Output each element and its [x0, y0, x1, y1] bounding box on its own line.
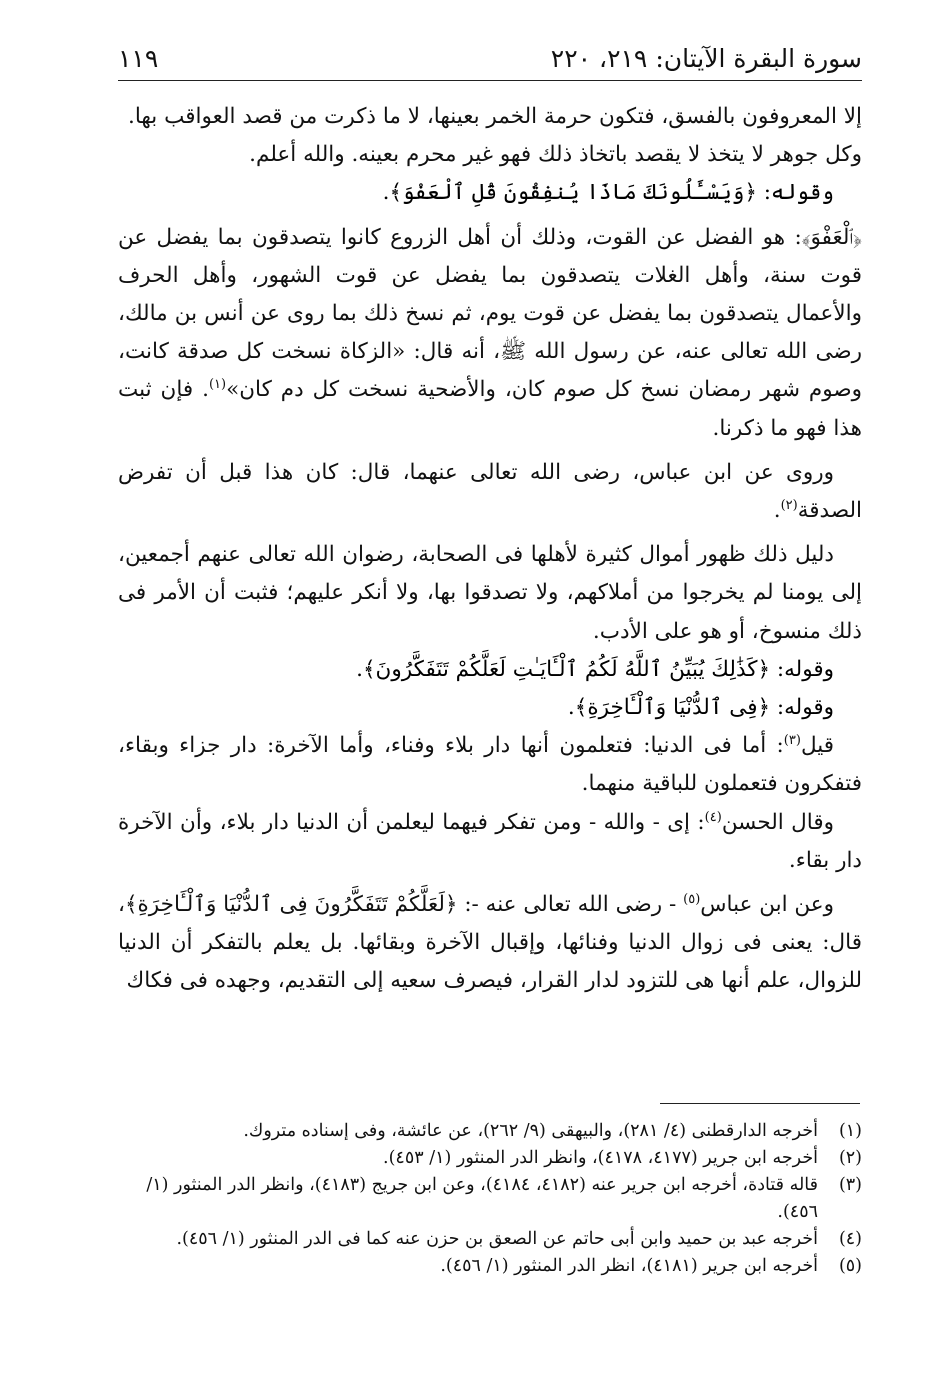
- footnote-ref: (٥): [683, 891, 701, 907]
- footnote: [118, 1253, 862, 1280]
- paragraph-text: : إى - والله - ومن تفكر فيهما ليعلمن أن الدنيا دار بلاء، وأن الآخرة دار بقاء.: [118, 809, 862, 873]
- footnote-number: (٢): [838, 1148, 862, 1168]
- footnote: [118, 1172, 862, 1226]
- footnote-divider: [660, 1103, 860, 1104]
- paragraph-text: - رضى الله تعالى عنه -: ﴿لَعَلَّكُمْ تَتَفَكَّرُونَ فِى ٱلدُّنْيَا وَٱلْـَٔاخِرَةِ﴾، قال: يعنى فى زوال الدنيا وفنائها، وإقبال الآخرة وبقائها. بل يعلم بالتفكر أن الدنيا للزوال، علم أنها هى للتزود لدار القرار، فيصرف سعيه إلى التقديم، وجهده فى فكاك: [118, 892, 862, 994]
- paragraph: [118, 727, 862, 803]
- paragraph: [118, 886, 862, 1001]
- footnote-ref: (٣): [783, 733, 801, 749]
- footnote-text: قاله قتادة، أخرجه ابن جرير عنه (٤١٨٢، ٤١٨٤)، وعن ابن جريج (٤١٨٣)، وانظر الدر المنثور (١/ ٤٥٦).: [146, 1175, 818, 1222]
- paragraph-text: قيل: [800, 733, 834, 759]
- paragraph-text: وعن ابن عباس: [700, 892, 834, 918]
- footnote-text: أخرجه ابن جرير (٤١٨١)، انظر الدر المنثور (١/ ٤٥٦).: [440, 1256, 818, 1276]
- footnote-number: (٣): [838, 1175, 862, 1195]
- main-text: [118, 98, 862, 1001]
- footnote-ref: (٤): [704, 809, 722, 825]
- paragraph-text: وروى عن ابن عباس، رضى الله تعالى عنهما، قال: كان هذا قبل أن تفرض الصدقة: [118, 459, 862, 524]
- paragraph-text: وقال الحسن: [721, 809, 834, 835]
- paragraph-text: .: [773, 498, 781, 524]
- running-title: سورة البقرة الآيتان: ٢١٩، ٢٢٠: [550, 44, 862, 73]
- footnote-number: (٤): [838, 1229, 862, 1249]
- paragraph: وكل جوهر لا يتخذ لا يقصد باتخاذ ذلك فهو غير محرم بعينه. والله أعلم.: [249, 142, 862, 168]
- footnote-text: أخرجه ابن جرير (٤١٧٧، ٤١٧٨)، وانظر الدر المنثور (١/ ٤٥٣).: [383, 1148, 818, 1168]
- page-header: [118, 40, 862, 81]
- paragraph: [118, 454, 862, 530]
- footnote-text: أخرجه الدارقطنى (٤/ ٢٨١)، والبيهقى (٩/ ٢٦٢)، عن عائشة، وفى إسناده متروك.: [243, 1121, 818, 1141]
- footnotes: [118, 1118, 862, 1280]
- footnote-ref: (١): [208, 377, 227, 393]
- page-number: ١١٩: [118, 44, 159, 73]
- paragraph-text: : أما فى الدنيا: فتعلمون أنها دار بلاء وفناء، وأما الآخرة: دار جزاء وبقاء، فتفكرون فتعملون للباقية منهما.: [118, 733, 862, 797]
- paragraph-text: ﴿ٱلْعَفْوَ﴾: هو الفضل عن القوت، وذلك أن أهل الزروع كانوا يتصدقون بما يفضل عن قوت سنة، وأهل الغلات يتصدقون بما يفضل عن قوت الشهور، وأهل الحرف والأعمال يتصدقون بما يفضل عن قوت يوم، ثم نسخ ذلك بما روى عن أنس بن مالك، رضى الله تعالى عنه، عن رسول الله ﷺ، أنه قال: «الزكاة نسخت كل صدقة كانت، وصوم شهر رمضان نسخ كل صوم كان، والأضحية نسخت كل دم كان»: [118, 224, 862, 403]
- paragraph: إلا المعروفون بالفسق، فتكون حرمة الخمر بعينها، لا ما ذكرت من قصد العواقب بها.: [128, 104, 862, 129]
- footnote: [118, 1118, 862, 1145]
- footnote-text: أخرجه عبد بن حميد وابن أبى حاتم عن الصعق بن حزن عنه كما فى الدر المنثور (١/ ٤٥٦).: [176, 1229, 818, 1249]
- paragraph: [118, 219, 862, 448]
- paragraph: [118, 804, 862, 880]
- footnote-number: (٥): [838, 1256, 862, 1276]
- footnote: [118, 1226, 862, 1253]
- footnote-ref: (٢): [780, 497, 798, 513]
- footnote-number: (١): [838, 1121, 862, 1141]
- quran-verse-line: وقوله: ﴿وَيَسْـَٔلُونَكَ مَاذَا يُنفِقُونَ قُلِ ٱلْعَفْوَ﴾.: [382, 180, 834, 206]
- footnote: [118, 1145, 862, 1172]
- paragraph-text: . فإن ثبت هذا فهو ما ذكرنا.: [118, 377, 862, 441]
- paragraph: دليل ذلك ظهور أموال كثيرة لأهلها فى الصحابة، رضوان الله تعالى عنهم أجمعين، إلى يومنا لم يخرجوا من أملاكهم، ولا تصدقوا بها، ولا أنكر عليهم؛ فثبت أن الأمر فى ذلك منسوخ، أو هو على الأدب.: [118, 542, 862, 644]
- quran-verse-line: وقوله: ﴿كَذَٰلِكَ يُبَيِّنُ ٱللَّهُ لَكُمُ ٱلْـَٔايَـٰتِ لَعَلَّكُمْ تَتَفَكَّرُونَ﴾.: [356, 656, 834, 682]
- quran-verse-line: وقوله: ﴿فِى ٱلدُّنْيَا وَٱلْـَٔاخِرَةِ﴾.: [567, 695, 834, 721]
